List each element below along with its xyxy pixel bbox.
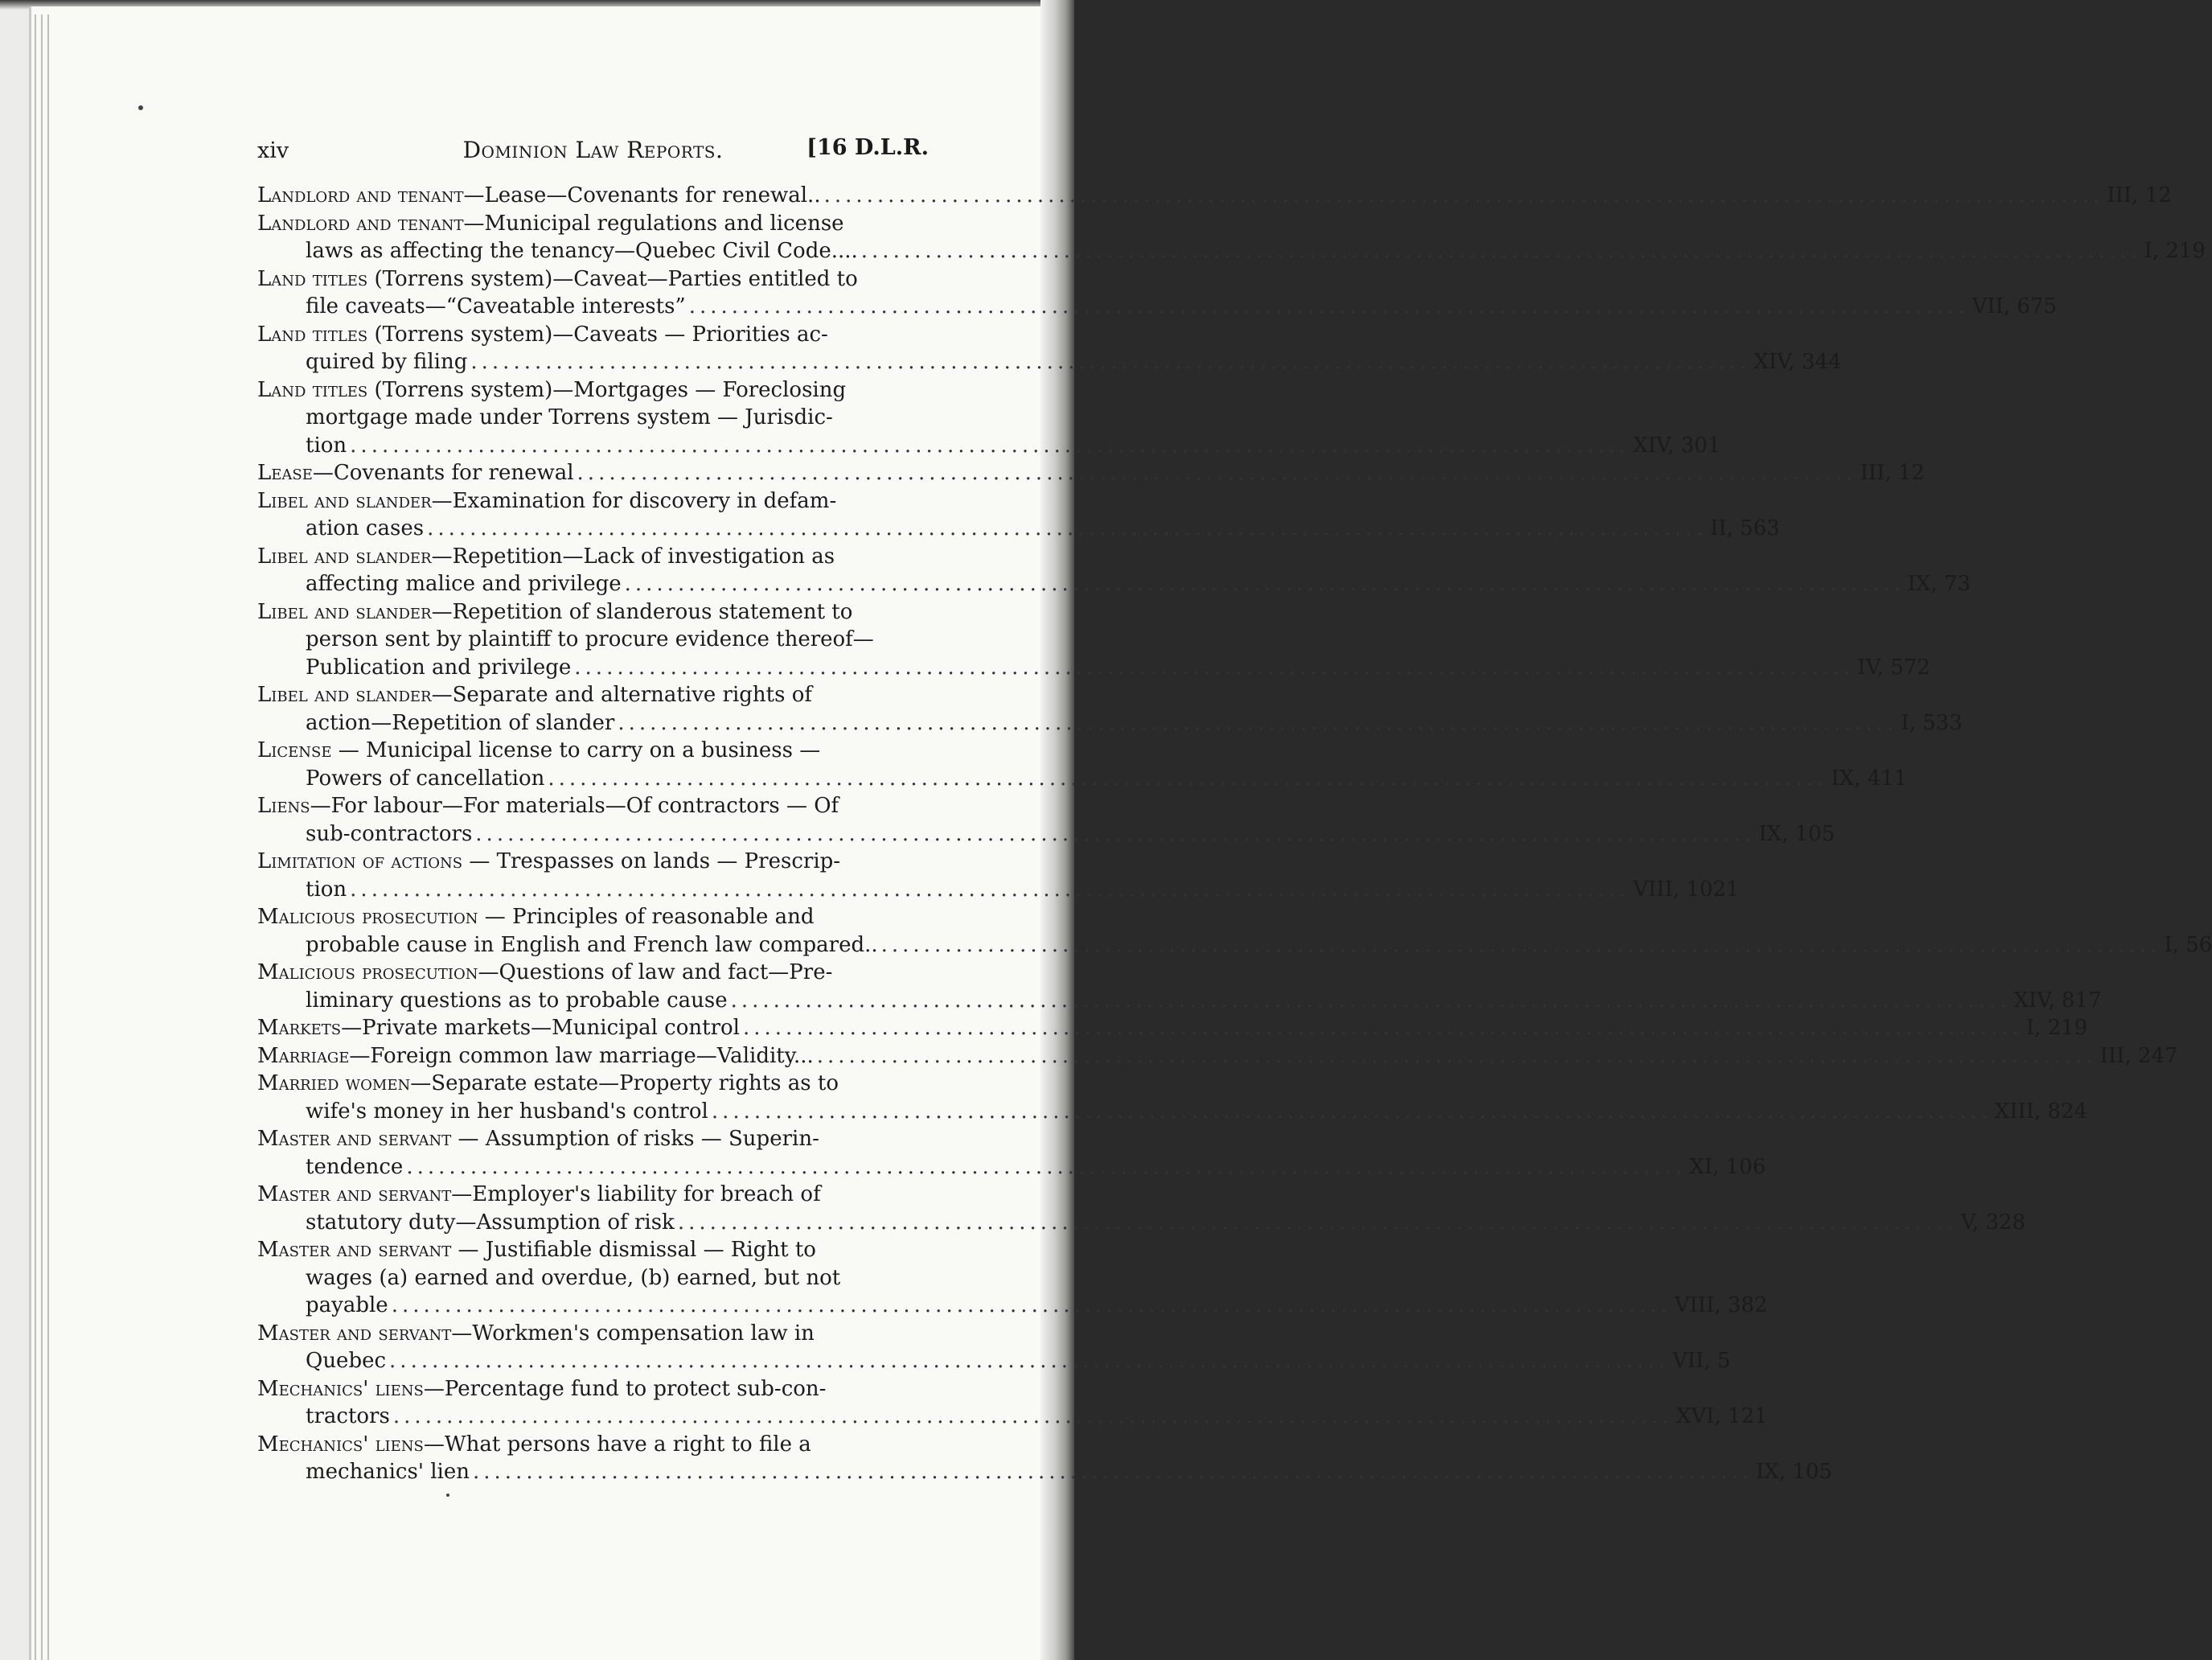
entry-line xyxy=(257,543,941,571)
entry-text: tion xyxy=(306,433,347,458)
entry-text: —Lease—Covenants for renewal.. xyxy=(463,183,821,208)
page-number: xiv xyxy=(257,138,289,163)
entry-last-line xyxy=(257,765,1908,793)
dot-leader: ........................................................................................................................ xyxy=(880,932,2161,957)
entry-text: tendence xyxy=(306,1154,404,1179)
entry-text: —Separate estate—Property rights as to xyxy=(410,1071,839,1095)
index-entry xyxy=(257,737,1908,792)
index-entries xyxy=(257,182,2212,1486)
entry-last-line xyxy=(257,1403,1768,1431)
entry-reference: XIV, 344 xyxy=(1754,350,1842,374)
dot-leader: ........................................................................................................................ xyxy=(427,516,1707,540)
entry-reference: IX, 105 xyxy=(1759,821,1835,846)
entry-line xyxy=(257,681,941,709)
entry-last-line xyxy=(257,654,1931,682)
dot-leader: ........................................................................................................................ xyxy=(389,1349,1669,1373)
dot-leader: ........................................................................................................................ xyxy=(688,294,1969,318)
entry-last-line xyxy=(257,1458,1832,1486)
entry-last-line xyxy=(257,515,1780,543)
entry-last-line xyxy=(257,820,1835,848)
index-entry xyxy=(257,681,1963,737)
index-entry xyxy=(257,487,1780,543)
entry-last-line xyxy=(257,570,1971,598)
entry-last-line xyxy=(257,987,2102,1015)
entry-topic: Malicious prosecution xyxy=(257,960,478,984)
entry-last-line xyxy=(257,1098,2088,1126)
index-entry xyxy=(257,792,1835,848)
entry-text: person sent by plaintiff to procure evidence thereof— xyxy=(306,627,874,651)
entry-reference: VII, 675 xyxy=(1972,294,2057,318)
entry-reference: III, 12 xyxy=(2107,183,2172,208)
index-entry xyxy=(257,543,1971,598)
entry-topic: License xyxy=(257,738,332,762)
entry-text: laws as affecting the tenancy—Quebec Civil Code.... xyxy=(306,239,858,263)
entry-topic: Landlord and tenant xyxy=(257,183,464,208)
entry-reference: IX, 105 xyxy=(1755,1460,1832,1484)
index-entry xyxy=(257,1431,1832,1486)
running-title: Dominion Law Reports. xyxy=(462,137,724,163)
entry-line xyxy=(257,210,941,238)
entry-line xyxy=(257,1181,941,1209)
entry-last-line xyxy=(257,459,1925,487)
entry-reference: III, 247 xyxy=(2099,1043,2178,1068)
index-entry xyxy=(257,1014,2088,1042)
dot-leader: ........................................................................................................................ xyxy=(624,572,1905,596)
index-entry xyxy=(257,376,1722,460)
entry-text: —Repetition—Lack of investigation as xyxy=(431,544,835,569)
entry-line xyxy=(257,848,941,876)
entry-line xyxy=(257,1236,941,1264)
entry-text: action—Repetition of slander xyxy=(306,710,615,735)
entry-line xyxy=(257,1375,941,1403)
entry-topic: Master and servant xyxy=(257,1238,452,1262)
entry-text: — Assumption of risks — Superin- xyxy=(451,1127,819,1151)
entry-topic: Land titles xyxy=(257,322,368,347)
entry-text: — Trespasses on lands — Prescrip- xyxy=(462,849,841,873)
index-entry xyxy=(257,459,1925,487)
entry-text: Powers of cancellation xyxy=(306,766,545,791)
entry-reference: VIII, 382 xyxy=(1674,1293,1768,1317)
entry-reference: XIV, 301 xyxy=(1632,433,1722,458)
index-entry xyxy=(257,959,2102,1014)
entry-last-line xyxy=(257,182,2172,210)
entry-text: — Justifiable dismissal — Right to xyxy=(451,1238,816,1262)
entry-text: Quebec xyxy=(306,1349,387,1373)
index-entry xyxy=(257,265,2057,321)
entry-line xyxy=(257,1125,941,1153)
entry-reference: IV, 572 xyxy=(1857,655,1931,680)
entry-last-line xyxy=(257,1014,2088,1042)
entry-reference: VIII, 1021 xyxy=(1632,877,1740,902)
entry-last-line xyxy=(257,1209,2025,1237)
entry-topic: Mechanics' liens xyxy=(257,1376,424,1401)
index-entry xyxy=(257,1042,2178,1070)
page-edge-line xyxy=(41,14,43,1660)
entry-text: — Principles of reasonable and xyxy=(478,905,815,929)
index-entry xyxy=(257,1181,2025,1236)
index-entry xyxy=(257,321,1842,376)
dot-leader: ........................................................................................................................ xyxy=(618,710,1898,735)
entry-reference: IX, 73 xyxy=(1907,572,1971,596)
index-entry xyxy=(257,1375,1768,1431)
entry-line xyxy=(257,1431,941,1459)
entry-topic: Libel and slander xyxy=(257,683,432,707)
entry-text: file caveats—“Caveatable interests” xyxy=(306,294,686,318)
entry-topic: Markets xyxy=(257,1016,342,1040)
entry-reference: XI, 106 xyxy=(1689,1154,1767,1179)
entry-topic: Master and servant xyxy=(257,1321,452,1346)
dot-leader: ........................................................................................................................ xyxy=(470,350,1751,374)
entry-last-line xyxy=(257,931,2212,959)
entry-text: —For labour—For materials—Of contractors — Of xyxy=(310,794,839,818)
entry-reference: II, 563 xyxy=(1709,516,1780,540)
entry-text: mechanics' lien xyxy=(306,1460,470,1484)
entry-line xyxy=(257,737,941,765)
entry-text: — Municipal license to carry on a business — xyxy=(331,738,821,762)
index-entry xyxy=(257,598,1931,682)
entry-topic: Libel and slander xyxy=(257,544,432,569)
entry-text: affecting malice and privilege xyxy=(306,572,622,596)
dot-leader: ........................................................................................................................ xyxy=(577,461,1857,485)
entry-last-line xyxy=(257,432,1722,460)
entry-text: —Separate and alternative rights of xyxy=(431,683,812,707)
entry-text: —Covenants for renewal xyxy=(312,461,574,485)
entry-line xyxy=(257,404,941,432)
entry-last-line xyxy=(257,1042,2178,1070)
entry-text: —Municipal regulations and license xyxy=(463,211,844,236)
entry-line xyxy=(257,1264,941,1292)
dot-leader: ........................................................................................................................ xyxy=(743,1016,2023,1040)
entry-last-line xyxy=(257,293,2057,321)
entry-line xyxy=(257,598,941,627)
entry-text: —Percentage fund to protect sub-con- xyxy=(423,1376,827,1401)
entry-reference: XIII, 824 xyxy=(1994,1099,2088,1124)
entry-text: —Repetition of slanderous statement to xyxy=(431,599,853,624)
entry-text: payable xyxy=(306,1293,388,1317)
entry-text: wages (a) earned and overdue, (b) earned, but not xyxy=(306,1265,841,1290)
entry-topic: Mechanics' liens xyxy=(257,1432,424,1457)
entry-line xyxy=(257,376,941,405)
entry-text: —Examination for discovery in defam- xyxy=(431,488,837,513)
entry-topic: Master and servant xyxy=(257,1127,452,1151)
entry-text: (Torrens system)—Caveats — Priorities ac- xyxy=(367,322,828,347)
dot-leader: ........................................................................................................................ xyxy=(350,433,1630,458)
entry-text: wife's money in her husband's control xyxy=(306,1099,708,1124)
entry-text: (Torrens system)—Caveat—Parties entitled to xyxy=(367,266,858,291)
entry-text: ation cases xyxy=(306,516,425,540)
entry-topic: Libel and slander xyxy=(257,488,432,513)
entry-line xyxy=(257,903,941,931)
entry-line xyxy=(257,1070,941,1098)
entry-line xyxy=(257,487,941,516)
entry-topic: Limitation of actions xyxy=(257,849,463,873)
running-header xyxy=(257,134,929,166)
dot-leader: ........................................................................................................................ xyxy=(475,821,1756,846)
entry-reference: IX, 411 xyxy=(1831,766,1908,791)
index-entry xyxy=(257,848,1740,903)
index-entry xyxy=(257,1320,1731,1375)
entry-text: —Workmen's compensation law in xyxy=(451,1321,815,1346)
entry-topic: Master and servant xyxy=(257,1182,452,1206)
entry-reference: I, 219 xyxy=(2144,239,2206,263)
entry-text: Publication and privilege xyxy=(306,655,572,680)
entry-reference: I, 56 xyxy=(2164,932,2212,957)
entry-reference: III, 12 xyxy=(1860,461,1925,485)
entry-topic: Landlord and tenant xyxy=(257,211,464,236)
entry-text: probable cause in English and French law compared.. xyxy=(306,932,878,957)
entry-text: quired by filing xyxy=(306,350,468,374)
entry-topic: Land titles xyxy=(257,266,368,291)
index-entry xyxy=(257,1236,1768,1320)
ink-speck xyxy=(446,1494,449,1497)
index-entry xyxy=(257,1125,1767,1181)
page-edge-line xyxy=(35,14,36,1660)
entry-text: tion xyxy=(306,877,347,902)
entry-last-line xyxy=(257,1153,1767,1181)
entry-topic: Land titles xyxy=(257,377,368,402)
ink-speck xyxy=(138,105,143,110)
entry-text: mortgage made under Torrens system — Jurisdic- xyxy=(306,405,833,429)
entry-line xyxy=(257,321,941,349)
dot-leader: ........................................................................................................................ xyxy=(860,239,2141,263)
index-entry xyxy=(257,1070,2088,1125)
entry-text: —What persons have a right to file a xyxy=(423,1432,811,1457)
index-entry xyxy=(257,903,2212,959)
dot-leader: ........................................................................................................................ xyxy=(391,1293,1672,1317)
entry-line xyxy=(257,265,941,294)
entry-text: —Foreign common law marriage—Validity... xyxy=(349,1043,814,1068)
entry-text: —Private markets—Municipal control xyxy=(341,1016,740,1040)
entry-last-line xyxy=(257,1347,1731,1375)
entry-line xyxy=(257,792,941,820)
dot-leader: ........................................................................................................................ xyxy=(350,877,1630,902)
volume-reference: [16 D.L.R. xyxy=(806,135,929,160)
entry-topic: Lease xyxy=(257,461,313,485)
entry-last-line xyxy=(257,1292,1768,1320)
dot-leader: ........................................................................................................................ xyxy=(473,1460,1753,1484)
page-edge-line xyxy=(47,14,49,1660)
entry-last-line xyxy=(257,348,1842,376)
entry-line xyxy=(257,959,941,987)
index-entry xyxy=(257,182,2172,210)
entry-last-line xyxy=(257,876,1740,904)
entry-line xyxy=(257,1320,941,1348)
entry-reference: XIV, 817 xyxy=(2013,988,2102,1013)
entry-reference: V, 328 xyxy=(1960,1210,2025,1235)
dot-leader: ........................................................................................................................ xyxy=(574,655,1855,680)
entry-text: sub-contractors xyxy=(306,821,473,846)
dot-leader: ........................................................................................................................ xyxy=(823,183,2104,208)
entry-text: statutory duty—Assumption of risk xyxy=(306,1210,675,1235)
entry-last-line xyxy=(257,709,1963,738)
entry-reference: I, 219 xyxy=(2025,1016,2088,1040)
entry-topic: Liens xyxy=(257,794,310,818)
dot-leader: ........................................................................................................................ xyxy=(816,1043,2097,1068)
entry-topic: Libel and slander xyxy=(257,599,432,624)
dot-leader: ........................................................................................................................ xyxy=(548,766,1828,791)
entry-last-line xyxy=(257,237,2206,265)
entry-text: liminary questions as to probable cause xyxy=(306,988,728,1013)
dot-leader: ........................................................................................................................ xyxy=(730,988,2011,1013)
entry-topic: Malicious prosecution xyxy=(257,905,478,929)
dot-leader: ........................................................................................................................ xyxy=(392,1404,1673,1428)
entry-text: tractors xyxy=(306,1404,390,1428)
entry-text: (Torrens system)—Mortgages — Foreclosing xyxy=(367,377,847,402)
entry-topic: Marriage xyxy=(257,1043,350,1068)
dot-leader: ........................................................................................................................ xyxy=(711,1099,1992,1124)
dot-leader: ........................................................................................................................ xyxy=(406,1154,1687,1179)
entry-reference: XVI, 121 xyxy=(1676,1404,1768,1428)
entry-reference: I, 533 xyxy=(1901,710,1963,735)
entry-text: —Employer's liability for breach of xyxy=(451,1182,821,1206)
entry-line xyxy=(257,626,941,654)
entry-text: —Questions of law and fact—Pre- xyxy=(478,960,833,984)
entry-reference: VII, 5 xyxy=(1672,1349,1731,1373)
index-entry xyxy=(257,210,2206,265)
entry-topic: Married women xyxy=(257,1071,411,1095)
dot-leader: ........................................................................................................................ xyxy=(677,1210,1958,1235)
